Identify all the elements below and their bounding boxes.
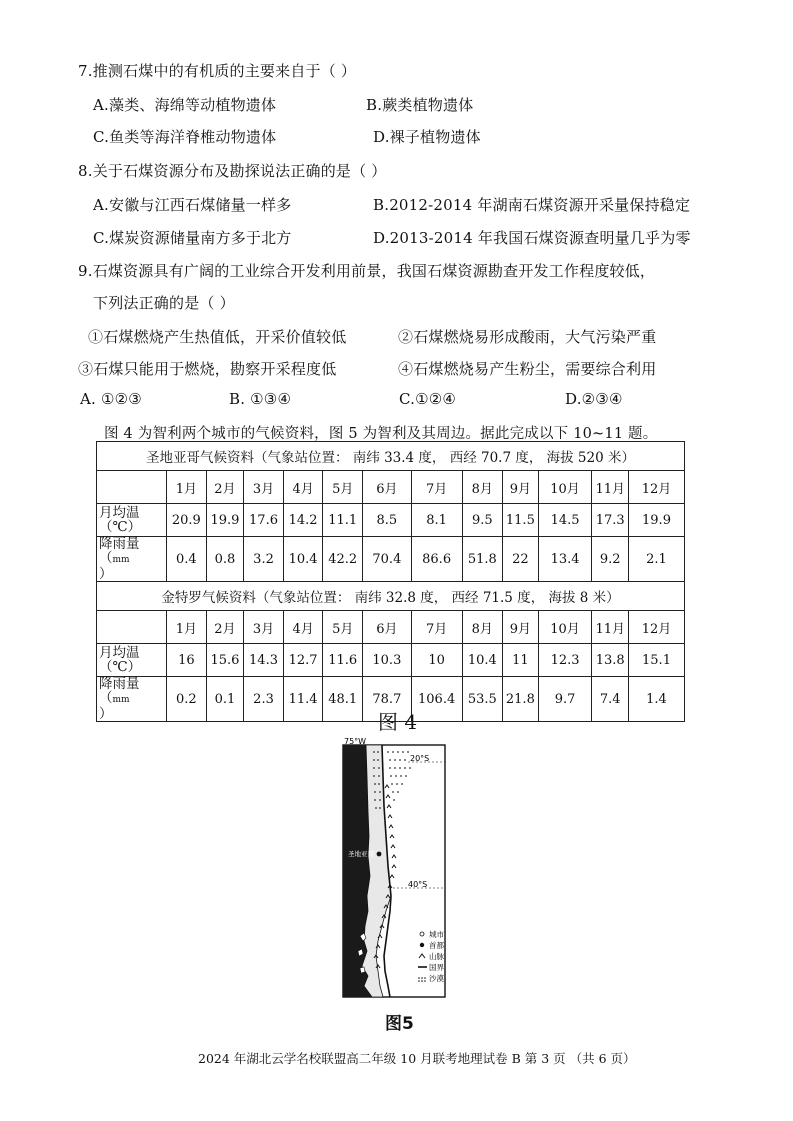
q8-option-d: D.2013-2014 年我国石煤资源查明量几乎为零 <box>373 229 691 247</box>
city1-rain-row <box>97 537 685 582</box>
q9-option-b: B. ①③④ <box>229 390 292 408</box>
table-cell: 0.8 <box>206 537 244 582</box>
q8-option-b: B.2012-2014 年湖南石煤资源开采量保持稳定 <box>373 196 691 214</box>
table-cell: 9.7 <box>538 677 592 722</box>
q9-statement-4: ④石煤燃烧易产生粉尘，需要综合利用 <box>398 360 657 378</box>
legend-border: 国界 <box>429 963 444 972</box>
city2-title: 金特罗气候资料（气象站位置： 南纬 32.8 度， 西经 71.5 度， 海拔 8 米） <box>97 582 685 611</box>
q9-stem-line1: 9.石煤资源具有广阔的工业综合开发利用前景，我国石煤资源勘查开发工作程度较低， <box>78 262 656 280</box>
table-cell: 53.5 <box>462 677 503 722</box>
month-header: 10月 <box>538 471 592 504</box>
table-cell: 11.5 <box>503 504 539 537</box>
table-cell: 51.8 <box>462 537 503 582</box>
q9-statement-3: ③石煤只能用于燃烧，勘察开采程度低 <box>78 360 337 378</box>
table-cell: 21.8 <box>503 677 539 722</box>
q9-option-a: A. ①②③ <box>80 390 142 408</box>
lat40-label: 40°S <box>408 880 428 889</box>
month-header: 3月 <box>244 611 284 644</box>
city2-month-row <box>97 611 685 644</box>
month-header: 11月 <box>592 471 629 504</box>
city1-month-row <box>97 471 685 504</box>
chile-map <box>338 736 450 998</box>
month-header: 9月 <box>503 611 539 644</box>
table-cell: 11.4 <box>283 677 323 722</box>
q7-option-c: C.鱼类等海洋脊椎动物遗体 <box>93 128 277 146</box>
table-cell: 3.2 <box>244 537 284 582</box>
table-cell: 70.4 <box>363 537 412 582</box>
table-cell: 8.1 <box>411 504 462 537</box>
rain-label-end: ） <box>99 706 113 722</box>
legend-capital: 首都 <box>429 941 444 950</box>
legend-city: 城市 <box>429 930 444 939</box>
month-header: 6月 <box>363 611 412 644</box>
legend-capital-symbol <box>420 943 424 947</box>
q7-option-d: D.裸子植物遗体 <box>373 128 481 146</box>
table-cell: 20.9 <box>167 504 207 537</box>
q8-option-a: A.安徽与江西石煤储量一样多 <box>93 196 292 214</box>
table-cell: 0.2 <box>167 677 207 722</box>
month-header: 7月 <box>411 611 462 644</box>
month-header: 10月 <box>538 611 592 644</box>
q8-option-c: C.煤炭资源储量南方多于北方 <box>93 229 292 247</box>
table-cell: 22 <box>503 537 539 582</box>
table-cell: 19.9 <box>206 504 244 537</box>
legend-desert: 沙漠 <box>429 974 444 983</box>
table-cell: 14.5 <box>538 504 592 537</box>
climate-table <box>96 441 685 722</box>
month-header: 2月 <box>206 611 244 644</box>
capital-label: 圣地亚哥 <box>348 850 374 858</box>
month-header: 11月 <box>592 611 629 644</box>
table-cell: 14.3 <box>244 644 284 677</box>
q9-stem-line2: 下列法正确的是（ ） <box>93 294 235 312</box>
table-cell: 11.1 <box>323 504 363 537</box>
rain-label <box>97 677 167 722</box>
table-cell: 12.7 <box>283 644 323 677</box>
page-footer: 2024 年湖北云学名校联盟高二年级 10 月联考地理试卷 B 第 3 页 （共 6 页） <box>198 1051 636 1066</box>
table-cell: 16 <box>167 644 207 677</box>
table-cell: 9.5 <box>462 504 503 537</box>
city2-temp-row <box>97 644 685 677</box>
month-header: 7月 <box>411 471 462 504</box>
table-cell: 11.6 <box>323 644 363 677</box>
capital-marker <box>377 852 382 857</box>
month-header: 2月 <box>206 471 244 504</box>
table-cell: 10.3 <box>363 644 412 677</box>
table-cell: 2.1 <box>629 537 685 582</box>
q9-option-d: D.②③④ <box>565 390 623 408</box>
q7-stem: 7.推测石煤中的有机质的主要来自于（ ） <box>78 62 357 80</box>
rain-label <box>97 537 167 582</box>
table-cell: 10 <box>411 644 462 677</box>
rain-label-end: ） <box>99 566 113 582</box>
month-header: 4月 <box>283 471 323 504</box>
month-header: 8月 <box>462 471 503 504</box>
table-cell: 17.6 <box>244 504 284 537</box>
table-cell: 42.2 <box>323 537 363 582</box>
temp-label: 月均温（℃） <box>97 644 167 677</box>
table-cell: 0.4 <box>167 537 207 582</box>
table-cell: 9.2 <box>592 537 629 582</box>
table-cell: 11 <box>503 644 539 677</box>
q8-stem: 8.关于石煤资源分布及勘探说法正确的是（ ） <box>78 162 387 180</box>
month-header: 12月 <box>629 611 685 644</box>
month-header: 6月 <box>363 471 412 504</box>
table-cell: 10.4 <box>283 537 323 582</box>
legend-mountain: 山脉 <box>429 952 444 961</box>
table-cell: 48.1 <box>323 677 363 722</box>
table-cell: 2.3 <box>244 677 284 722</box>
header-blank <box>97 611 167 644</box>
month-header: 5月 <box>323 471 363 504</box>
legend-city-symbol <box>420 932 424 936</box>
rain-label-main: 降雨量（ <box>99 536 140 566</box>
table-cell: 8.5 <box>363 504 412 537</box>
month-header: 8月 <box>462 611 503 644</box>
rain-label-main: 降雨量（ <box>99 676 140 706</box>
table-cell: 15.6 <box>206 644 244 677</box>
table-cell: 19.9 <box>629 504 685 537</box>
table-cell: 12.3 <box>538 644 592 677</box>
month-header: 9月 <box>503 471 539 504</box>
month-header: 12月 <box>629 471 685 504</box>
month-header: 1月 <box>167 611 207 644</box>
q9-statement-1: ①石煤燃烧产生热值低，开采价值较低 <box>88 328 347 346</box>
table-cell: 10.4 <box>462 644 503 677</box>
table-cell: 17.3 <box>592 504 629 537</box>
table-cell: 106.4 <box>411 677 462 722</box>
q9-statement-2: ②石煤燃烧易形成酸雨，大气污染严重 <box>398 328 657 346</box>
month-header: 1月 <box>167 471 207 504</box>
q7-option-a: A.藻类、海绵等动植物遗体 <box>93 96 277 114</box>
lat20-label: 20°S <box>410 754 430 763</box>
table-cell: 1.4 <box>629 677 685 722</box>
temp-label: 月均温（℃） <box>97 504 167 537</box>
fig5-caption: 图5 <box>385 1014 414 1034</box>
fig4-caption: 图 4 <box>378 710 418 734</box>
month-header: 3月 <box>244 471 284 504</box>
table-cell: 78.7 <box>363 677 412 722</box>
table-cell: 0.1 <box>206 677 244 722</box>
header-blank <box>97 471 167 504</box>
table-cell: 7.4 <box>592 677 629 722</box>
rain-label-unit: mm <box>112 555 130 565</box>
city1-temp-row <box>97 504 685 537</box>
table-cell: 14.2 <box>283 504 323 537</box>
month-header: 4月 <box>283 611 323 644</box>
city1-title: 圣地亚哥气候资料（气象站位置： 南纬 33.4 度， 西经 70.7 度， 海拔 520 米） <box>97 442 685 471</box>
lon-label: 75°W <box>344 737 367 746</box>
month-header: 5月 <box>323 611 363 644</box>
table-cell: 13.4 <box>538 537 592 582</box>
q9-option-c: C.①②④ <box>399 390 457 408</box>
table-cell: 86.6 <box>411 537 462 582</box>
table-cell: 15.1 <box>629 644 685 677</box>
intro-text: 图 4 为智利两个城市的气候资料，图 5 为智利及其周边。据此完成以下 10~11 题。 <box>104 426 658 442</box>
rain-label-unit: mm <box>112 695 130 705</box>
q7-option-b: B.蕨类植物遗体 <box>366 96 474 114</box>
table-cell: 13.8 <box>592 644 629 677</box>
